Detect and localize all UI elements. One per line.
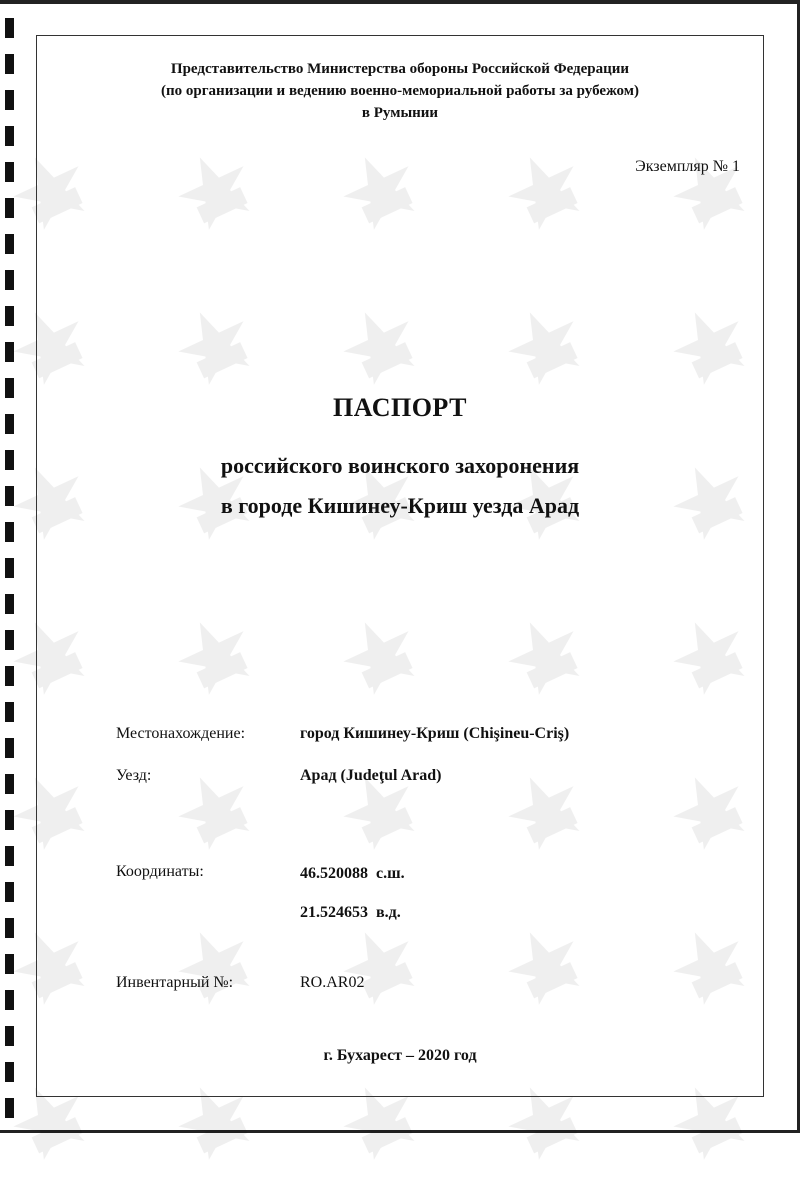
binding-hole <box>5 522 14 542</box>
page-frame <box>36 35 764 1097</box>
binding-hole <box>5 594 14 614</box>
binding-hole <box>5 270 14 290</box>
binding-holes <box>0 0 20 1133</box>
binding-hole <box>5 198 14 218</box>
binding-hole <box>5 1062 14 1082</box>
binding-hole <box>5 954 14 974</box>
header-line-3: в Румынии <box>361 105 439 121</box>
latitude-value: 46.520088 с.ш. <box>300 865 405 882</box>
binding-hole <box>5 990 14 1010</box>
binding-hole <box>5 18 14 38</box>
page-edge-top <box>0 0 800 4</box>
inventory-label: Инвентарный №: <box>116 974 234 991</box>
binding-hole <box>5 342 14 362</box>
binding-hole <box>5 774 14 794</box>
coordinates-label: Координаты: <box>116 863 204 880</box>
binding-hole <box>5 162 14 182</box>
binding-hole <box>5 738 14 758</box>
subtitle-line-1: российского воинского захоронения <box>220 453 580 478</box>
binding-hole <box>5 918 14 938</box>
longitude-value: 21.524653 в.д. <box>300 904 401 921</box>
binding-hole <box>5 846 14 866</box>
county-label: Уезд: <box>116 767 152 784</box>
binding-hole <box>5 306 14 326</box>
binding-hole <box>5 810 14 830</box>
binding-hole <box>5 666 14 686</box>
place-and-year: г. Бухарест – 2020 год <box>323 1047 477 1064</box>
header-line-1: Представительство Министерства обороны Российской Федерации <box>170 61 630 77</box>
binding-hole <box>5 126 14 146</box>
document-title: ПАСПОРТ <box>333 393 467 422</box>
binding-hole <box>5 378 14 398</box>
binding-hole <box>5 54 14 74</box>
binding-hole <box>5 90 14 110</box>
organization-header <box>60 58 740 124</box>
location-label: Местонахождение: <box>116 725 246 742</box>
binding-hole <box>5 630 14 650</box>
binding-hole <box>5 450 14 470</box>
header-line-2: (по организации и ведению военно-мемориальной работы за рубежом) <box>161 83 639 99</box>
county-value: Арад (Judeţul Arad) <box>300 767 442 784</box>
binding-hole <box>5 882 14 902</box>
binding-hole <box>5 558 14 578</box>
binding-hole <box>5 1026 14 1046</box>
copy-number: Экземпляр № 1 <box>635 158 740 175</box>
document-subtitle <box>60 446 740 526</box>
subtitle-line-2: в городе Кишинеу-Криш уезда Арад <box>220 493 580 518</box>
binding-hole <box>5 486 14 506</box>
location-value: город Кишинеу-Криш (Chişineu-Criş) <box>300 725 570 742</box>
inventory-value: RO.AR02 <box>300 974 365 991</box>
binding-hole <box>5 702 14 722</box>
binding-hole <box>5 414 14 434</box>
binding-hole <box>5 234 14 254</box>
binding-hole <box>5 1098 14 1118</box>
